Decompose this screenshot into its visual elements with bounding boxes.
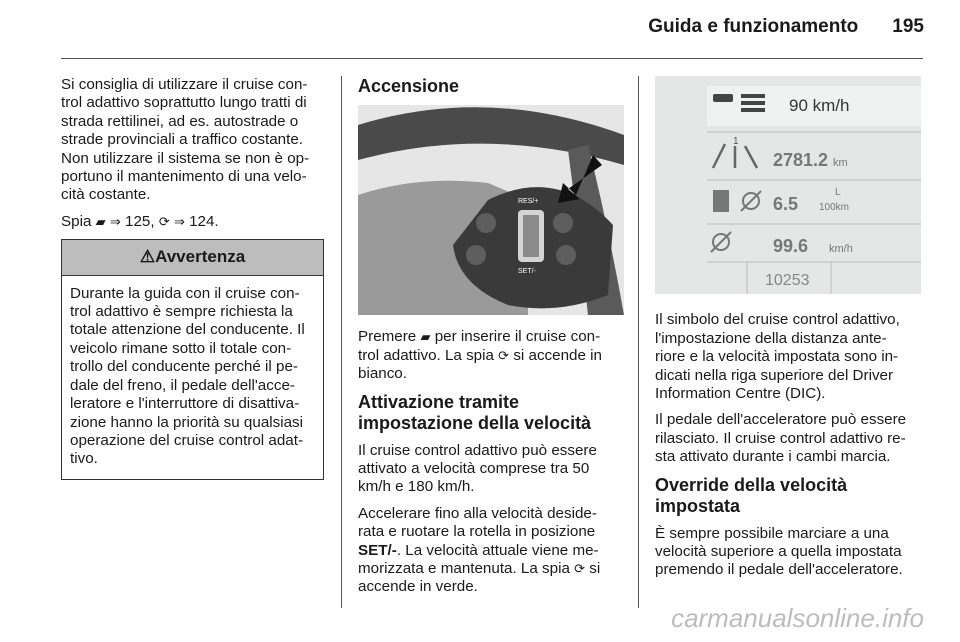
reference-arrow-icon: ⇒ bbox=[109, 213, 121, 229]
dic-consumption-unit-top: L bbox=[835, 187, 841, 198]
paragraph: Il cruise control adattivo può essere attivato a velocità comprese tra 50 km/h e 180 km/h. bbox=[358, 441, 597, 496]
column-middle bbox=[358, 76, 624, 605]
driver-information-centre-figure bbox=[655, 76, 921, 294]
car-icon: ▰ bbox=[95, 213, 106, 229]
dic-odometer-unit: km bbox=[833, 157, 848, 169]
paragraph: È sempre possibile marciare a una velocità superiore a quella impostata premendo il pedale dell'acceleratore. bbox=[655, 524, 903, 579]
steering-wheel-figure bbox=[358, 105, 624, 315]
dic-odometer: 2781.2 bbox=[773, 150, 829, 170]
section-heading: Override della velocità impostata bbox=[655, 474, 848, 516]
paragraph: Il simbolo del cruise control adattivo, l'impostazione della distanza ante- riore e la velocità impostata sono in- dicati nella riga superiore del Driver Information Centre (DIC). bbox=[655, 311, 900, 403]
adaptive-cruise-icon: ▰ bbox=[420, 329, 431, 345]
warning-triangle-icon: ⚠ bbox=[139, 247, 156, 267]
set-label: SET/- bbox=[518, 268, 536, 275]
res-label: RES/+ bbox=[518, 198, 539, 205]
page-ref: 124. bbox=[189, 212, 219, 230]
reference-arrow-icon: ⇒ bbox=[173, 213, 185, 229]
column-divider bbox=[638, 76, 639, 608]
dic-total: 10253 bbox=[765, 272, 810, 289]
warning-title: Avvertenza bbox=[155, 247, 246, 267]
section-heading: Attivazione tramite impostazione della velocità bbox=[358, 391, 592, 433]
warning-text: Durante la guida con il cruise con- trol adattivo è sempre richiesta la totale attenzione del conducente. Il veicolo rimane sotto il totale con- trollo del conducente perché il pe- dale del freno, il pedale dell'acce- leratore e l'interruttore di disattiva- zione hanno la priorità su qualsiasi operazione del cruise control adat- tivo. bbox=[70, 284, 305, 468]
intro-paragraph: Si consiglia di utilizzare il cruise con- trol adattivo soprattutto lungo tratti di strada rettilinei, ad es. autostrade o strade provinciali a traffico costante. Non utilizzare il sistema se non è op- portuno il mantenimento di una velo- cità costante. bbox=[61, 76, 310, 204]
fuel-pump-icon bbox=[713, 190, 729, 212]
cruise-control-icon: ⟳ bbox=[158, 213, 170, 229]
header-rule bbox=[61, 58, 923, 59]
paragraph: Accelerare fino alla velocità deside- rata e ruotare la rotella in posizione SET/-. La velocità attuale viene me- morizzata e mantenuta. La spia ⟳ si accende in verde. bbox=[358, 504, 601, 596]
dic-consumption-unit-bottom: 100km bbox=[819, 202, 850, 213]
page-header bbox=[648, 16, 924, 38]
page-ref: 125, bbox=[125, 212, 155, 230]
spia-line: Spia ▰ ⇒ 125, ⟳ ⇒ 124. bbox=[61, 212, 219, 230]
section-heading: Accensione bbox=[358, 76, 460, 96]
column-right bbox=[655, 76, 921, 588]
paragraph: Premere ▰ per inserire il cruise con- trol adattivo. La spia ⟳ si accende in bianco. bbox=[358, 328, 602, 383]
page-number: 195 bbox=[892, 16, 924, 37]
dic-speed: 90 km/h bbox=[789, 96, 850, 115]
dic-avg-speed-unit: km/h bbox=[829, 243, 853, 255]
column-left bbox=[61, 76, 324, 480]
dic-consumption: 6.5 bbox=[773, 194, 799, 214]
paragraph: Il pedale dell'acceleratore può essere rilasciato. Il cruise control adattivo re- sta attivato durante i cambi marcia. bbox=[655, 411, 907, 466]
cruise-control-icon: ⟳ bbox=[498, 347, 510, 363]
watermark: carmanualsonline.info bbox=[671, 603, 924, 633]
page-title: Guida e funzionamento bbox=[648, 16, 859, 37]
cruise-control-icon: ⟳ bbox=[574, 561, 586, 577]
warning-header bbox=[62, 240, 323, 275]
dic-avg-speed: 99.6 bbox=[773, 236, 809, 256]
dic-gear: 1 bbox=[733, 136, 739, 147]
column-divider bbox=[341, 76, 342, 608]
warning-box bbox=[61, 239, 324, 479]
